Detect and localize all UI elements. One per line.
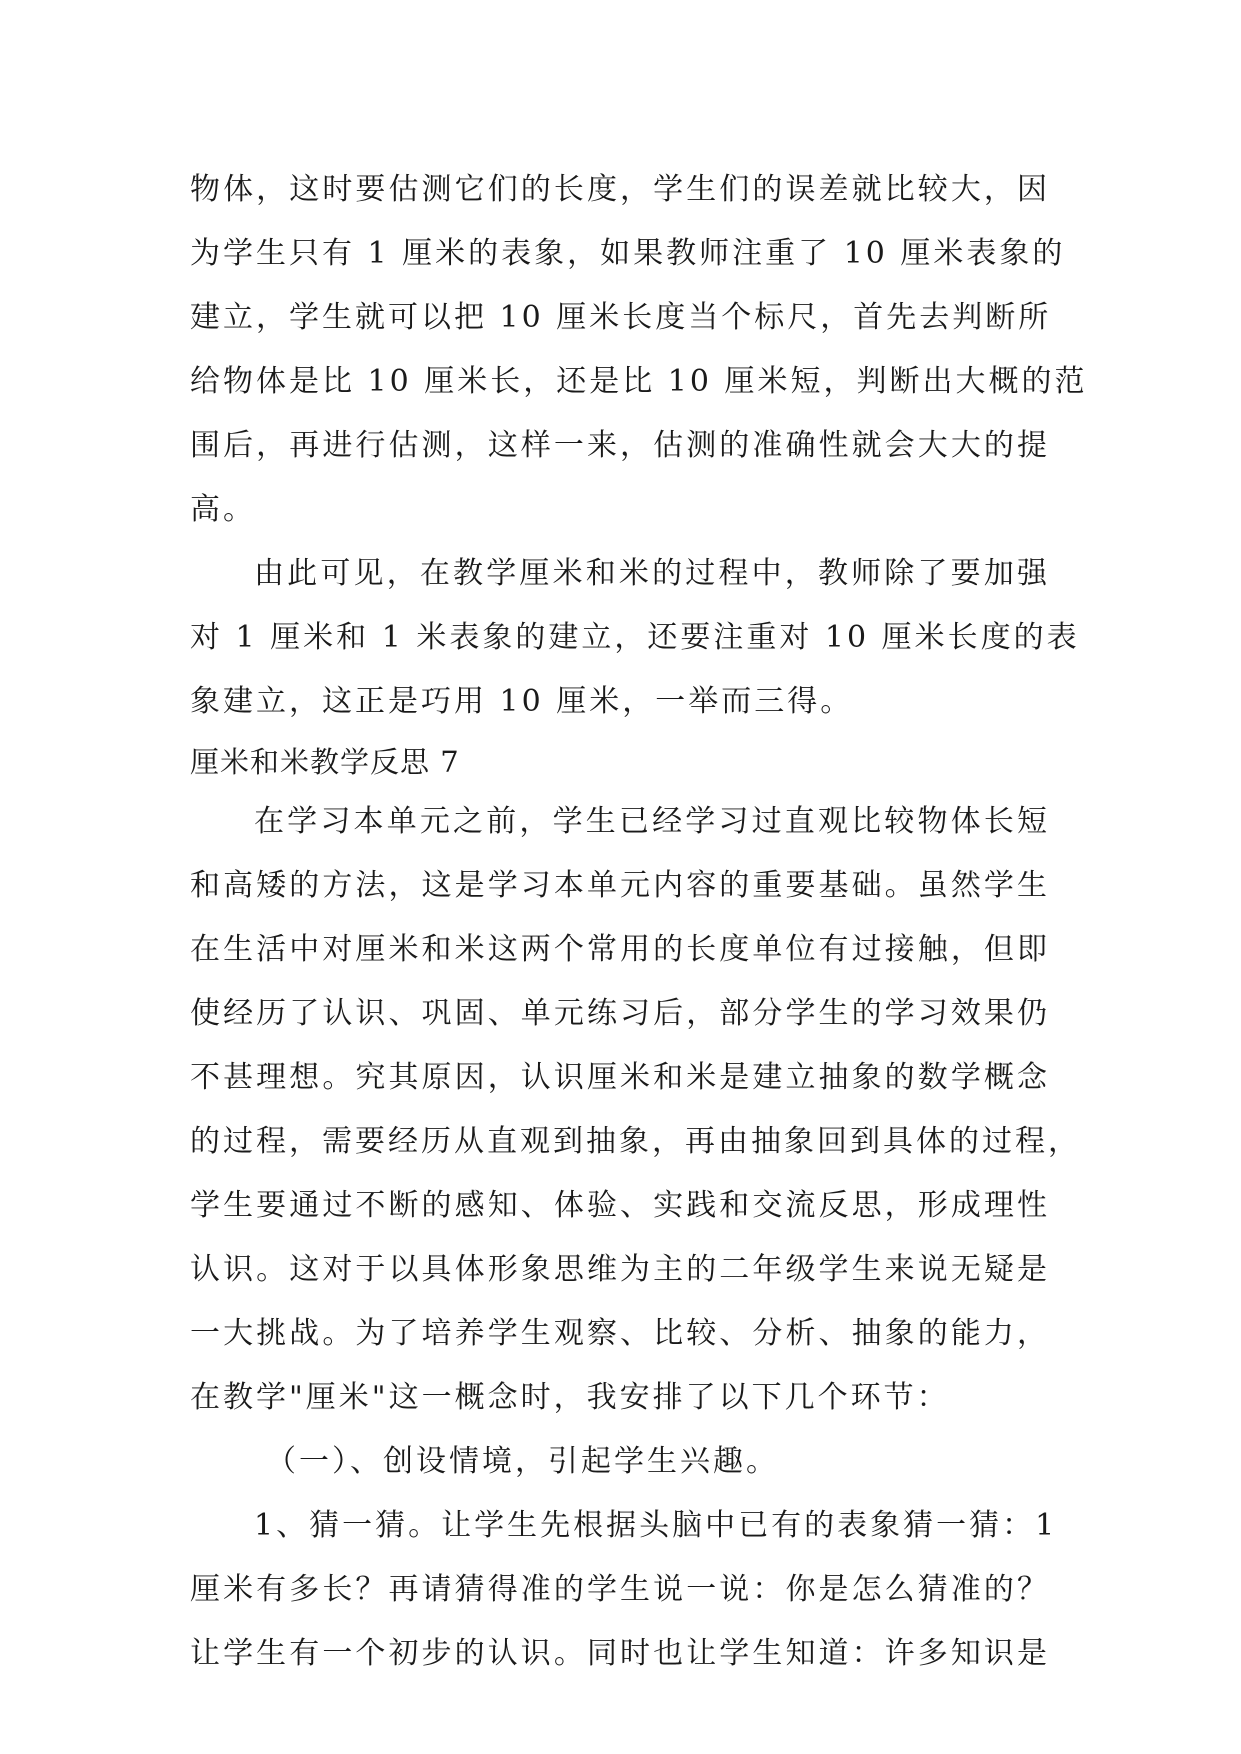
paragraph-line: 在教学"厘米"这一概念时，我安排了以下几个环节： bbox=[190, 1380, 950, 1415]
paragraph-line: 在学习本单元之前，学生已经学习过直观比较物体长短 bbox=[254, 804, 1050, 839]
paragraph-line: 对 1 厘米和 1 米表象的建立，还要注重对 10 厘米长度的表 bbox=[190, 620, 1080, 655]
paragraph-line: 厘米有多长？再请猜得准的学生说一说：你是怎么猜准的？ bbox=[190, 1572, 1050, 1607]
paragraph-line: 和高矮的方法，这是学习本单元内容的重要基础。虽然学生 bbox=[190, 868, 1050, 903]
paragraph-line: 象建立，这正是巧用 10 厘米，一举而三得。 bbox=[190, 684, 854, 719]
paragraph-line: 由此可见，在教学厘米和米的过程中，教师除了要加强 bbox=[254, 556, 1050, 591]
paragraph-line: 不甚理想。究其原因，认识厘米和米是建立抽象的数学概念 bbox=[190, 1060, 1050, 1095]
section-heading: 厘米和米教学反思 7 bbox=[190, 745, 460, 779]
paragraph-line: 物体，这时要估测它们的长度，学生们的误差就比较大，因 bbox=[190, 172, 1050, 207]
document-body bbox=[190, 158, 1088, 1686]
paragraph-line: 围后，再进行估测，这样一来，估测的准确性就会大大的提 bbox=[190, 428, 1050, 463]
paragraph-line: 在生活中对厘米和米这两个常用的长度单位有过接触，但即 bbox=[190, 932, 1050, 967]
paragraph-line: 认识。这对于以具体形象思维为主的二年级学生来说无疑是 bbox=[190, 1252, 1050, 1287]
paragraph-line: 为学生只有 1 厘米的表象，如果教师注重了 10 厘米表象的 bbox=[190, 236, 1066, 271]
paragraph-line: 给物体是比 10 厘米长，还是比 10 厘米短，判断出大概的范 bbox=[190, 364, 1088, 399]
subsection-heading: （一）、创设情境，引起学生兴趣。 bbox=[266, 1444, 779, 1479]
paragraph-line: 一大挑战。为了培养学生观察、比较、分析、抽象的能力， bbox=[190, 1316, 1050, 1351]
paragraph-line: 建立，学生就可以把 10 厘米长度当个标尺，首先去判断所 bbox=[190, 300, 1052, 335]
paragraph-line: 高。 bbox=[190, 492, 256, 527]
paragraph-line: 让学生有一个初步的认识。同时也让学生知道：许多知识是 bbox=[190, 1636, 1050, 1671]
paragraph-line: 使经历了认识、巩固、单元练习后，部分学生的学习效果仍 bbox=[190, 996, 1050, 1031]
paragraph-line: 学生要通过不断的感知、体验、实践和交流反思，形成理性 bbox=[190, 1188, 1050, 1223]
paragraph-line: 的过程，需要经历从直观到抽象，再由抽象回到具体的过程， bbox=[190, 1124, 1081, 1159]
paragraph-line: 1、猜一猜。让学生先根据头脑中已有的表象猜一猜：1 bbox=[254, 1508, 1058, 1543]
